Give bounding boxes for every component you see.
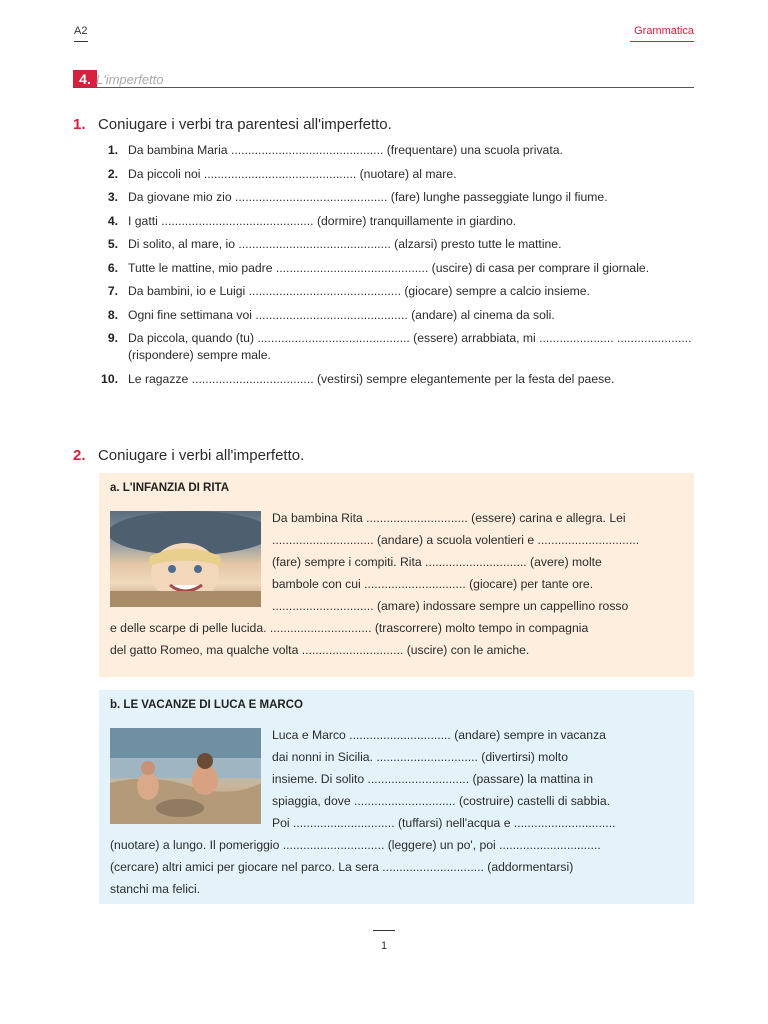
exercise-2-heading (73, 447, 304, 465)
box-b-line: (cercare) altri amici per giocare nel parco. La sera .............................. (addormentarsi) (110, 860, 574, 874)
item-text: Da piccoli noi ............................................. (nuotare) al mare. (128, 166, 457, 181)
item-number: 6. (107, 260, 118, 275)
list-item (96, 260, 696, 277)
box-b-line: (nuotare) a lungo. Il pomeriggio .............................. (leggere) un po', poi .............................. (110, 838, 601, 852)
box-b-line: Luca e Marco .............................. (andare) sempre in vacanza (272, 728, 606, 742)
level-underline (74, 41, 88, 42)
item-number: 9. (107, 331, 118, 345)
item-text: Da bambina Maria ............................................. (frequentare) una scuola privata. (128, 143, 563, 157)
page-number-rule (373, 930, 395, 931)
beach-children-photo (110, 728, 261, 824)
item-number: 2. (107, 166, 118, 181)
section-label: Grammatica (634, 25, 694, 37)
list-item (96, 236, 696, 253)
box-a-line: .............................. (andare) a scuola volentieri e .............................. (272, 533, 640, 547)
box-a-line: Da bambina Rita .............................. (essere) carina e allegra. Lei (272, 511, 626, 525)
chapter-rule (73, 87, 694, 88)
item-number: 7. (107, 284, 118, 298)
chapter-number: 4. (73, 70, 97, 88)
item-text: Ogni fine settimana voi ............................................. (andare) al cinema da soli. (128, 307, 555, 322)
item-text: Da bambini, io e Luigi ............................................. (giocare) sempre a calcio insieme. (128, 284, 590, 298)
item-text: Da giovane mio zio ............................................. (fare) lunghe passeggiate lungo il fiume. (128, 190, 608, 204)
item-text: I gatti ............................................. (dormire) tranquillamente in giardino. (128, 213, 517, 228)
item-text: Di solito, al mare, io ............................................. (alzarsi) presto tutte le mattine. (128, 237, 562, 251)
exercise-box-b (99, 690, 694, 904)
page-number: 1 (380, 940, 388, 952)
box-a-line: (fare) sempre i compiti. Rita .............................. (avere) molte (272, 555, 602, 569)
item-number: 1. (107, 143, 118, 157)
box-a-line: del gatto Romeo, ma qualche volta .............................. (uscire) con le amiche. (110, 643, 530, 657)
exercise-1-number: 1. (73, 116, 86, 133)
list-item (96, 142, 696, 159)
exercise-1-title: Coniugare i verbi tra parentesi all'imperfetto. (97, 116, 392, 133)
list-item (96, 307, 696, 324)
box-b-line: spiaggia, dove .............................. (costruire) castelli di sabbia. (272, 794, 611, 808)
beach-photo-illustration (110, 728, 261, 824)
girl-photo-illustration (110, 511, 261, 607)
exercise-box-a (99, 473, 694, 677)
list-item (96, 213, 696, 230)
box-a-line: bambole con cui .............................. (giocare) per tante ore. (272, 577, 594, 591)
list-item (96, 371, 696, 388)
item-text: Tutte le mattine, mio padre ............................................. (uscire) di casa per comprare il giornale. (128, 260, 650, 275)
publisher-side-mark (735, 458, 745, 548)
item-number: 10. (101, 371, 118, 386)
exercise-1-heading (73, 116, 392, 134)
girl-photo (110, 511, 261, 607)
item-number: 8. (107, 307, 118, 322)
box-b-line: insieme. Di solito .............................. (passare) la mattina in (272, 772, 594, 786)
box-b-heading: b. LE VACANZE DI LUCA E MARCO (110, 699, 303, 711)
box-a-heading: a. L'INFANZIA DI RITA (110, 482, 230, 494)
box-b-line: stanchi ma felici. (110, 882, 201, 896)
section-underline (630, 41, 694, 42)
box-b-line: dai nonni in Sicilia. .............................. (divertirsi) molto (272, 750, 568, 764)
box-b-line: Poi .............................. (tuffarsi) nell'acqua e .............................. (272, 816, 616, 830)
exercise-1-list (96, 142, 696, 394)
box-a-line: .............................. (amare) indossare sempre un cappellino rosso (272, 599, 629, 613)
exercise-2-number: 2. (73, 447, 86, 464)
item-text: Da piccola, quando (tu) ............................................. (essere) arrabbiata, mi ...................... ...................... (rispondere) sempre male. (128, 331, 692, 362)
item-text: Le ragazze .................................... (vestirsi) sempre elegantemente per la festa del paese. (128, 371, 615, 386)
item-number: 3. (107, 190, 118, 204)
chapter-title: L'imperfetto (96, 72, 164, 87)
list-item (96, 283, 696, 300)
item-number: 4. (107, 213, 118, 228)
box-a-line: e delle scarpe di pelle lucida. .............................. (trascorrere) molto tempo in compagnia (110, 621, 589, 635)
list-item (96, 166, 696, 183)
item-number: 5. (107, 237, 118, 251)
list-item (96, 330, 696, 364)
level-label: A2 (74, 25, 88, 37)
exercise-2-title: Coniugare i verbi all'imperfetto. (97, 447, 305, 464)
list-item (96, 189, 696, 206)
